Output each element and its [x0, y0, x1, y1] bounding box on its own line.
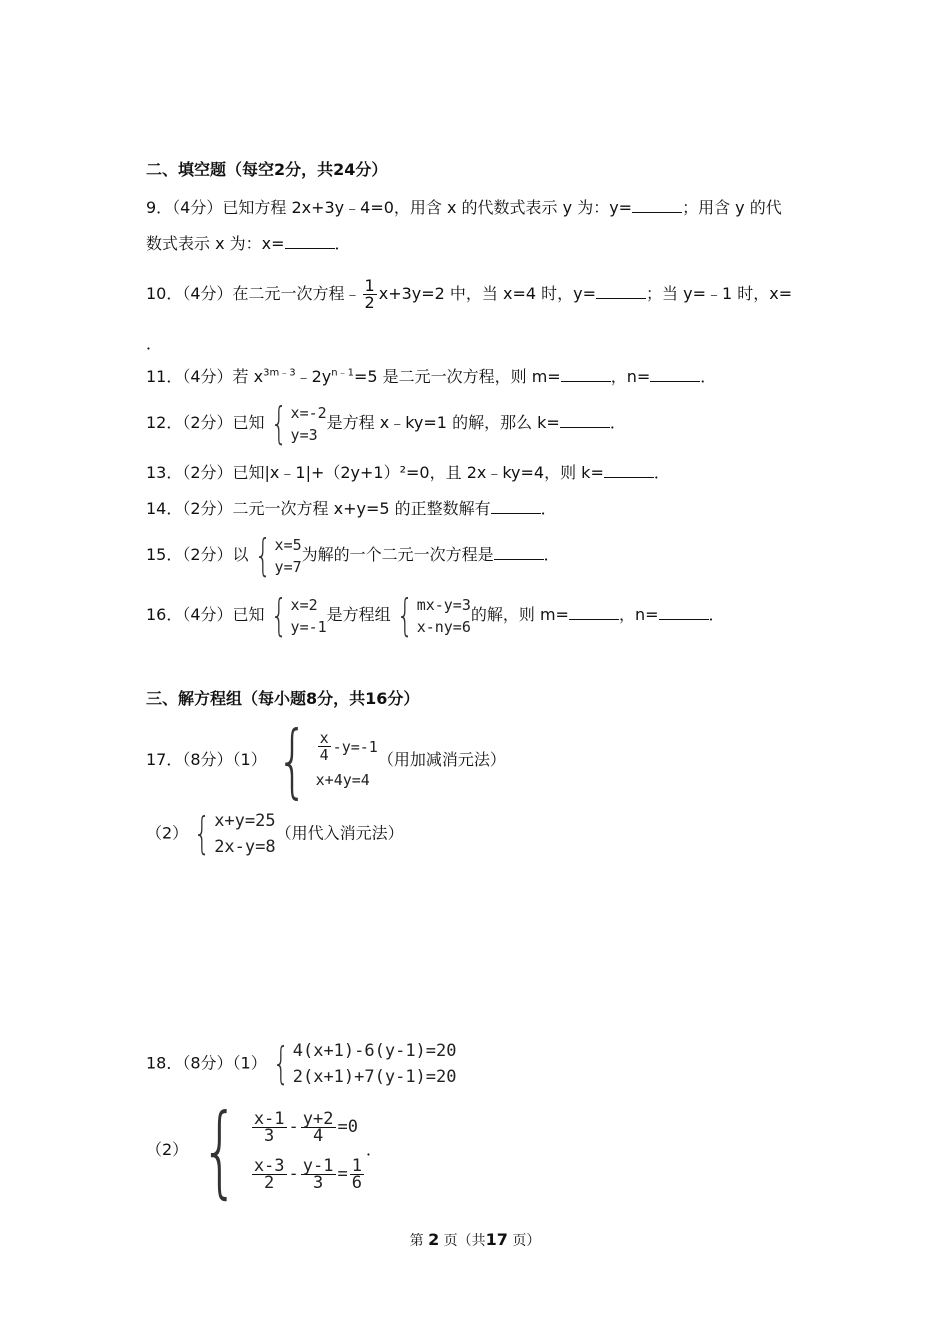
equation-system [188, 1091, 366, 1209]
equation: 4(x+1)-6(y-1)=20 [292, 1041, 457, 1061]
fraction [252, 1155, 287, 1193]
equation [250, 1108, 366, 1146]
equation-rest: -y=-1 [332, 737, 378, 756]
equations [291, 402, 327, 446]
equals-sign: = [337, 1164, 348, 1184]
question-9-line-1 [146, 197, 782, 218]
q13-text: 13．（2分）已知|x﹣1|+（2y+1）²=0，且 2x﹣ky=4，则 k= [146, 463, 604, 482]
q16-text-mid: 是方程组 [326, 605, 391, 624]
q13-end: ． [653, 463, 670, 482]
q11-text: 11．（4分）若 x [146, 367, 264, 386]
fraction [350, 1155, 364, 1193]
answer-blank[interactable] [659, 604, 709, 620]
left-brace-icon: { [272, 1038, 290, 1089]
page-number: 2 [428, 1230, 440, 1249]
fraction-numerator: x [319, 729, 329, 747]
left-brace-icon: { [193, 808, 211, 859]
equation: x-ny=6 [416, 617, 471, 636]
fraction-numerator: y+2 [302, 1108, 334, 1129]
left-brace-icon: { [200, 1091, 240, 1209]
equation-rest: =0 [337, 1117, 358, 1137]
fraction-numerator: y-1 [302, 1155, 334, 1176]
fraction-denominator: 6 [351, 1172, 362, 1193]
answer-blank[interactable] [494, 544, 544, 560]
question-10 [146, 278, 792, 311]
q11-text-rest: =5 是二元一次方程，则 m= [353, 367, 561, 386]
q11-end: ． [700, 367, 717, 386]
question-15 [146, 529, 560, 581]
equation-system [265, 397, 327, 449]
q12-text: 12．（2分）已知 [146, 413, 265, 432]
q17-method-1: （用加减消元法） [377, 750, 506, 769]
fraction-denominator: 3 [313, 1172, 324, 1193]
answer-blank[interactable] [569, 604, 619, 620]
question-12 [146, 397, 626, 449]
footer-text: 页（共 [443, 1233, 486, 1249]
question-16 [146, 589, 725, 641]
fraction [301, 1155, 336, 1193]
exponent: n﹣1 [331, 367, 354, 379]
answer-blank[interactable] [632, 197, 682, 213]
equation: x=5 [274, 535, 302, 554]
fraction-denominator: 4 [319, 746, 329, 764]
question-10-dot: ． [146, 334, 163, 353]
answer-blank[interactable] [561, 366, 611, 382]
question-14 [146, 498, 557, 519]
equations [214, 808, 275, 860]
fraction-denominator: 3 [264, 1125, 275, 1146]
q11-sep: ，n= [610, 367, 651, 386]
question-17-part-1 [146, 713, 506, 807]
answer-blank[interactable] [285, 233, 335, 249]
equations [250, 1108, 366, 1193]
left-brace-icon: { [270, 589, 287, 641]
answer-blank[interactable] [491, 498, 541, 514]
question-13 [146, 462, 670, 483]
equation: 2x-y=8 [214, 837, 276, 857]
q17-text: 17．（8分）（1） [146, 750, 267, 769]
fraction [318, 730, 331, 763]
q16-text: 16．（4分）已知 [146, 605, 265, 624]
fraction-numerator: 1 [351, 1155, 362, 1176]
equation [316, 730, 378, 763]
fraction-numerator: x-1 [253, 1108, 285, 1129]
left-brace-icon: { [270, 397, 287, 449]
question-17-part-2 [146, 808, 404, 860]
q17-method-2: （用代入消元法） [275, 823, 404, 843]
equation-system [188, 808, 275, 860]
q10-text: 10．（4分）在二元一次方程﹣ [146, 284, 361, 303]
q14-text: 14．（2分）二元一次方程 x+y=5 的正整数解有 [146, 499, 491, 518]
equation: x=-2 [290, 403, 327, 422]
fraction-numerator: x-3 [253, 1155, 285, 1176]
q18-text: 18．（8分）（1） [146, 1053, 267, 1073]
equation: y=7 [274, 557, 302, 576]
equation-system [391, 589, 471, 641]
left-brace-icon: { [254, 529, 271, 581]
q15-text: 15．（2分）以 [146, 545, 249, 564]
q14-end: ． [540, 499, 557, 518]
section-2-title: 二、填空题（每空2分，共24分） [146, 160, 388, 179]
left-brace-icon: { [276, 713, 308, 807]
minus-sign: - [288, 1117, 299, 1137]
equation-system [249, 529, 302, 581]
equation: mx-y=3 [416, 595, 471, 614]
equation: x=2 [290, 595, 318, 614]
fraction-denominator: 2 [364, 293, 375, 312]
q15-text-rest: 为解的一个二元一次方程是 [301, 545, 494, 564]
q16-sep: ，n= [618, 605, 659, 624]
fraction [252, 1108, 287, 1146]
equation-system [265, 589, 327, 641]
equations [291, 594, 327, 638]
q10-text-end: ；当 y=﹣1 时，x= [646, 284, 793, 303]
exponent: 3m﹣3 [263, 367, 296, 379]
question-11 [146, 366, 716, 387]
q10-text-mid: x+3y=2 中，当 x=4 时，y= [378, 284, 597, 303]
answer-blank[interactable] [596, 283, 646, 299]
page-footer [0, 1230, 950, 1250]
question-18-part-2 [146, 1091, 383, 1209]
fraction [301, 1108, 336, 1146]
q11-text-mid: ﹣2y [295, 367, 332, 386]
equation: x+4y=4 [315, 771, 370, 789]
answer-blank[interactable] [560, 412, 610, 428]
q16-end: ． [708, 605, 725, 624]
q12-text-rest: 是方程 x﹣ky=1 的解，那么 k= [326, 413, 560, 432]
q9-text: 9．（4分）已知方程 2x+3y﹣4=0，用含 x 的代数式表示 y 为：y= [146, 198, 633, 217]
equation [250, 1155, 366, 1193]
equation: 2(x+1)+7(y-1)=20 [292, 1067, 457, 1087]
q9-text-2: 数式表示 x 为：x= [146, 234, 285, 253]
footer-text: 第 [409, 1233, 424, 1249]
fraction-denominator: 4 [313, 1125, 324, 1146]
footer-text: 页） [512, 1233, 541, 1249]
fraction-numerator: 1 [364, 276, 375, 295]
equation: y=3 [290, 425, 318, 444]
fraction [363, 278, 377, 311]
q9-text-end: ；用含 y 的代 [682, 198, 782, 217]
q12-end: ． [609, 413, 626, 432]
equations [316, 730, 378, 791]
minus-sign: - [288, 1164, 299, 1184]
total-pages: 17 [485, 1230, 508, 1249]
left-brace-icon: { [396, 589, 414, 641]
q9-text-2-end: ． [334, 234, 351, 253]
fraction-denominator: 2 [264, 1172, 275, 1193]
q15-end: ． [543, 545, 560, 564]
q18-end: ． [366, 1140, 383, 1159]
equations [417, 594, 471, 638]
answer-blank[interactable] [650, 366, 700, 382]
equations [293, 1038, 457, 1090]
equation-system [267, 713, 378, 807]
answer-blank[interactable] [604, 462, 654, 478]
section-3-title: 三、解方程组（每小题8分，共16分） [146, 689, 420, 708]
question-9-line-2 [146, 233, 351, 254]
q16-text-rest: 的解，则 m= [470, 605, 569, 624]
q17-part-2-label: （2） [146, 823, 189, 843]
question-18-part-1 [146, 1038, 457, 1090]
q18-part-2-label: （2） [146, 1140, 189, 1159]
equation-system [267, 1038, 457, 1090]
equation: y=-1 [290, 617, 327, 636]
equations [275, 534, 302, 578]
equation: x+y=25 [214, 811, 276, 831]
